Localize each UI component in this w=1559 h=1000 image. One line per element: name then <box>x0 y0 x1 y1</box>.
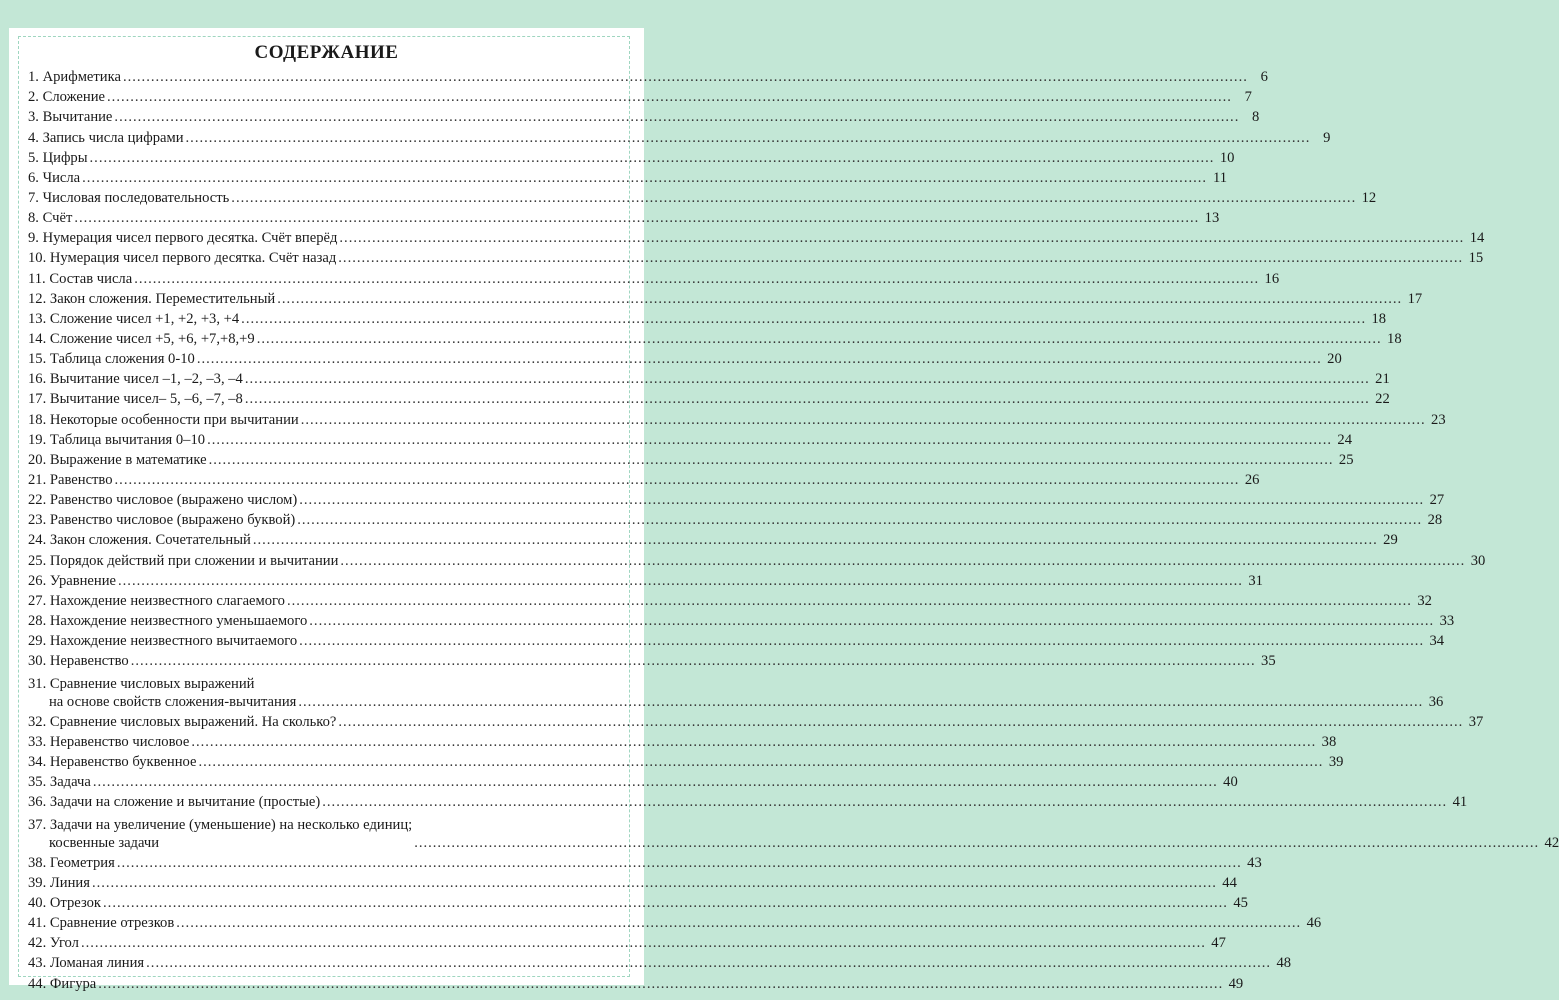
toc-entry-page: 9 <box>1323 129 1331 146</box>
toc-entry-page: 21 <box>1375 371 1390 388</box>
toc-entry-label-line1: 39. Линия <box>28 874 90 891</box>
toc-entry <box>28 126 1331 146</box>
toc-leader-dots: .................................................................................................................................................................................................................................................. <box>114 109 1240 126</box>
toc-entry-label-line1: 16. Вычитание чисел –1, –2, –3, –4 <box>28 371 243 388</box>
toc-leader-dots: .................................................................................................................................................................................................................................................. <box>114 471 1240 488</box>
toc-entry <box>28 872 1237 892</box>
toc-entry-label <box>28 169 80 187</box>
toc-entry <box>28 952 1292 972</box>
toc-entry-label <box>28 975 96 993</box>
toc-entry-label-line1: 10. Нумерация чисел первого десятка. Счёт назад <box>28 250 337 267</box>
toc-entry-label-line1: 8. Счёт <box>28 210 73 227</box>
toc-entry <box>28 147 1235 167</box>
toc-entry <box>28 791 1468 811</box>
toc-entry <box>28 227 1485 247</box>
toc-entry-page: 11 <box>1213 169 1228 186</box>
toc-leader-dots: .................................................................................................................................................................................................................................................. <box>339 230 1465 247</box>
toc-entry-label-line1: 27. Нахождение неизвестного слагаемого <box>28 592 285 609</box>
toc-entry-label <box>28 874 90 892</box>
toc-entry-label-line1: 22. Равенство числовое (выражено числом) <box>28 492 298 509</box>
toc-leader-dots: .................................................................................................................................................................................................................................................. <box>116 854 1242 871</box>
toc-leader-dots: .................................................................................................................................................................................................................................................. <box>256 330 1382 347</box>
toc-entry-page: 24 <box>1337 431 1352 448</box>
toc-leader-dots: .................................................................................................................................................................................................................................................. <box>80 935 1206 952</box>
toc-leader-dots: .................................................................................................................................................................................................................................................. <box>107 89 1232 106</box>
toc-entry-label-line1: 42. Угол <box>28 935 79 952</box>
toc-entry <box>28 711 1484 731</box>
toc-entry-label-line1: 9. Нумерация чисел первого десятка. Счёт вперёд <box>28 230 338 247</box>
toc-entry-label <box>28 330 255 348</box>
toc-entry-label-line1: 41. Сравнение отрезков <box>28 915 175 932</box>
toc-entry-page: 44 <box>1222 874 1237 891</box>
toc-entry <box>28 187 1377 207</box>
toc-entry-label-line1: 44. Фигура <box>28 975 97 992</box>
toc-leader-dots: .................................................................................................................................................................................................................................................. <box>299 492 1425 509</box>
toc-entry-page: 30 <box>1470 552 1486 569</box>
toc-entry-label <box>28 149 88 167</box>
toc-entry-page: 41 <box>1452 794 1468 811</box>
toc-entry-label <box>28 209 72 227</box>
toc-leader-dots: .................................................................................................................................................................................................................................................. <box>322 794 1448 811</box>
toc-entry-page: 32 <box>1417 592 1432 609</box>
toc-leader-dots: .................................................................................................................................................................................................................................................. <box>198 753 1324 770</box>
toc-entry-page: 10 <box>1219 149 1235 166</box>
toc-entry <box>28 388 1390 408</box>
toc-entry <box>28 106 1260 126</box>
toc-leader-dots: .................................................................................................................................................................................................................................................. <box>340 552 1466 569</box>
toc-leader-dots: .................................................................................................................................................................................................................................................. <box>277 290 1403 307</box>
toc-entry-label <box>28 612 307 630</box>
toc-entry-label <box>28 914 174 932</box>
toc-entry <box>28 751 1344 771</box>
toc-entry <box>28 288 1423 308</box>
toc-entry <box>28 771 1238 791</box>
toc-entry-label <box>28 108 112 126</box>
toc-entry-label-line1: 37. Задачи на увеличение (уменьшение) на несколько единиц; <box>28 816 413 833</box>
toc-leader-dots: .................................................................................................................................................................................................................................................. <box>98 975 1224 992</box>
toc-entry <box>28 630 1445 650</box>
toc-entry-label <box>28 88 105 106</box>
toc-entry-label-line1: 15. Таблица сложения 0-10 <box>28 351 195 368</box>
toc-leader-dots: .................................................................................................................................................................................................................................................. <box>207 431 1332 448</box>
toc-entry-page: 26 <box>1244 471 1260 488</box>
toc-entry-label-line1: 40. Отрезок <box>28 894 102 911</box>
toc-entry-label <box>28 632 297 650</box>
toc-entry-label-line1: 24. Закон сложения. Сочетательный <box>28 532 251 549</box>
toc-leader-dots: .................................................................................................................................................................................................................................................. <box>134 270 1260 287</box>
toc-entry-page: 48 <box>1276 955 1292 972</box>
toc-entry <box>28 912 1322 932</box>
toc-leader-dots: .................................................................................................................................................................................................................................................. <box>146 955 1272 972</box>
toc-entry-label-line1: 26. Уравнение <box>28 572 116 589</box>
toc-entry-page: 18 <box>1371 310 1387 327</box>
toc-entry <box>28 509 1443 529</box>
toc-entry <box>28 731 1337 751</box>
toc-entry-page: 42 <box>1544 834 1559 851</box>
toc-entry-page: 37 <box>1468 713 1484 730</box>
toc-entry-label <box>28 894 101 912</box>
toc-entry-label <box>28 854 115 872</box>
toc-entry <box>28 932 1226 952</box>
toc-entry-page: 15 <box>1468 250 1484 267</box>
toc-entry <box>28 66 1268 86</box>
toc-entry <box>28 469 1260 489</box>
toc-entry <box>28 408 1446 428</box>
toc-entry-label <box>28 773 91 791</box>
toc-leader-dots: .................................................................................................................................................................................................................................................. <box>244 391 1370 408</box>
toc-entry <box>28 247 1484 267</box>
toc-entry-label-line1: 29. Нахождение неизвестного вычитаемого <box>28 633 298 650</box>
toc-entry-page: 18 <box>1387 330 1402 347</box>
toc-entry-label <box>28 491 297 509</box>
toc-entry-page: 23 <box>1431 411 1446 428</box>
toc-entry-label-line1: 7. Числовая последовательность <box>28 189 230 206</box>
toc-entry-label <box>28 652 129 670</box>
toc-leader-dots: .................................................................................................................................................................................................................................................. <box>299 633 1425 650</box>
toc-entry <box>28 590 1432 610</box>
toc-entry-label-line1: 3. Вычитание <box>28 109 113 126</box>
toc-leader-dots: .................................................................................................................................................................................................................................................. <box>89 149 1215 166</box>
toc-entry-label <box>28 350 195 368</box>
toc-entry <box>28 570 1263 590</box>
toc-entry-label-line1: 21. Равенство <box>28 471 113 488</box>
toc-leader-dots: .................................................................................................................................................................................................................................................. <box>286 592 1412 609</box>
toc-entry-label <box>28 713 336 731</box>
toc-entry-label <box>28 552 338 570</box>
toc-leader-dots: .................................................................................................................................................................................................................................................. <box>191 733 1317 750</box>
toc-entry-label-line1: 14. Сложение чисел +5, +6, +7,+8,+9 <box>28 330 255 347</box>
toc-entry-page: 25 <box>1338 451 1354 468</box>
toc-leader-dots: .................................................................................................................................................................................................................................................. <box>92 774 1218 791</box>
toc-entry <box>28 86 1252 106</box>
toc-entry-page: 22 <box>1375 391 1390 408</box>
toc-entry <box>28 328 1402 348</box>
toc-entry-label <box>28 310 239 328</box>
toc-entry-label <box>28 229 337 247</box>
toc-entry-page: 20 <box>1327 351 1342 368</box>
toc-entry-page: 16 <box>1264 270 1280 287</box>
toc-leader-dots: .................................................................................................................................................................................................................................................. <box>176 915 1302 932</box>
toc-entry <box>28 811 1559 851</box>
toc-entry-label <box>28 451 207 469</box>
toc-entry-page: 6 <box>1260 69 1268 86</box>
toc-entry-label-line1: 32. Сравнение числовых выражений. На сколько? <box>28 713 337 730</box>
toc-leader-dots: .................................................................................................................................................................................................................................................. <box>300 411 1426 428</box>
toc-leader-dots: .................................................................................................................................................................................................................................................. <box>241 310 1367 327</box>
toc-leader-dots: .................................................................................................................................................................................................................................................. <box>309 612 1435 629</box>
toc-entry-label <box>28 390 243 408</box>
toc-entry-page: 34 <box>1429 633 1445 650</box>
toc-entry-label <box>28 793 320 811</box>
toc-entry-label <box>28 511 295 529</box>
toc-entry-page: 39 <box>1328 753 1344 770</box>
toc-entry-label <box>28 954 144 972</box>
toc-entry-label-line1: 20. Выражение в математике <box>28 451 207 468</box>
toc-entry <box>28 207 1220 227</box>
toc-entry-page: 35 <box>1261 653 1276 670</box>
toc-entry-label-line1: 33. Неравенство числовое <box>28 733 190 750</box>
toc-entry <box>28 267 1280 287</box>
toc-entry-label <box>28 733 189 751</box>
toc-entry-page: 31 <box>1248 572 1263 589</box>
toc-entry-label-line1: 2. Сложение <box>28 89 106 106</box>
toc-entry-label-line1: 35. Задача <box>28 774 91 791</box>
toc-leader-dots: .................................................................................................................................................................................................................................................. <box>103 894 1228 911</box>
toc-entry-label-line1: 28. Нахождение неизвестного уменьшаемого <box>28 612 308 629</box>
toc-entry-label-line1: 5. Цифры <box>28 149 88 166</box>
toc-entry-label <box>28 675 296 711</box>
toc-entry-label-line1: 12. Закон сложения. Переместительный <box>28 290 276 307</box>
toc-entry-label <box>28 290 275 308</box>
toc-entry-page: 8 <box>1252 109 1260 126</box>
toc-entry-label-line1: 17. Вычитание чисел– 5, –6, –7, –8 <box>28 391 243 408</box>
toc-entry-page: 49 <box>1228 975 1244 992</box>
toc-leader-dots: .................................................................................................................................................................................................................................................. <box>208 451 1334 468</box>
toc-entry <box>28 449 1354 469</box>
toc-leader-dots: .................................................................................................................................................................................................................................................. <box>414 834 1540 851</box>
toc-leader-dots: .................................................................................................................................................................................................................................................. <box>122 69 1248 86</box>
toc-entry-label-line1: 38. Геометрия <box>28 854 115 871</box>
toc-leader-dots: .................................................................................................................................................................................................................................................. <box>252 532 1378 549</box>
toc-entry-label <box>28 816 412 852</box>
toc-entry-label-line1: 11. Состав числа <box>28 270 133 287</box>
toc-entry-label-line1: 25. Порядок действий при сложении и вычитании <box>28 552 339 569</box>
toc-entry <box>28 852 1262 872</box>
toc-entry-label <box>28 270 132 288</box>
toc-entry-label-line1: 19. Таблица вычитания 0–10 <box>28 431 206 448</box>
toc-entry-page: 13 <box>1204 210 1220 227</box>
toc-leader-dots: .................................................................................................................................................................................................................................................. <box>196 351 1322 368</box>
toc-leader-dots: .................................................................................................................................................................................................................................................. <box>82 169 1208 186</box>
toc-leader-dots: .................................................................................................................................................................................................................................................. <box>244 371 1370 388</box>
toc-entry-page: 28 <box>1427 512 1443 529</box>
toc-entry-label-line1: 30. Неравенство <box>28 653 129 670</box>
toc-entry-label-line2: косвенные задачи <box>49 834 160 851</box>
toc-entry <box>28 650 1276 670</box>
toc-entry-label <box>28 531 251 549</box>
toc-entry-page: 47 <box>1211 935 1226 952</box>
document-page <box>9 28 1559 992</box>
toc-entry-page: 40 <box>1223 774 1238 791</box>
toc-entry <box>28 489 1445 509</box>
toc-entry <box>28 167 1228 187</box>
toc-leader-dots: .................................................................................................................................................................................................................................................. <box>338 713 1464 730</box>
toc-entry <box>28 308 1387 328</box>
toc-entry-label <box>28 411 299 429</box>
toc-entry-label <box>28 753 196 771</box>
toc-entry-page: 29 <box>1383 532 1398 549</box>
toc-entry-label-line1: 43. Ломаная линия <box>28 955 145 972</box>
toc-entry-label-line1: 36. Задачи на сложение и вычитание (простые) <box>28 794 321 811</box>
toc-leader-dots: .................................................................................................................................................................................................................................................. <box>298 693 1424 710</box>
toc-entry-label-line1: 13. Сложение чисел +1, +2, +3, +4 <box>28 310 240 327</box>
toc-entry <box>28 348 1342 368</box>
page-title: СОДЕРЖАНИЕ <box>254 42 399 63</box>
toc-entry-label-line1: 18. Некоторые особенности при вычитании <box>28 411 299 428</box>
toc-entry-label-line1: 4. Запись числа цифрами <box>28 129 184 146</box>
toc-entry-page: 43 <box>1247 854 1262 871</box>
toc-entry <box>28 529 1398 549</box>
toc-entry-label-line1: 6. Числа <box>28 169 81 186</box>
toc-entry <box>28 670 1444 710</box>
toc-leader-dots: .................................................................................................................................................................................................................................................. <box>231 189 1357 206</box>
toc-entry-label-line1: 23. Равенство числовое (выражено буквой) <box>28 512 296 529</box>
toc-leader-dots: .................................................................................................................................................................................................................................................. <box>118 572 1243 589</box>
toc-entry-page: 27 <box>1429 492 1445 509</box>
toc-leader-dots: .................................................................................................................................................................................................................................................. <box>74 210 1200 227</box>
toc-leader-dots: .................................................................................................................................................................................................................................................. <box>297 512 1423 529</box>
toc-entry-label-line2: на основе свойств сложения-вычитания <box>49 693 297 710</box>
toc-entry-label <box>28 431 205 449</box>
toc-entry-page: 38 <box>1321 733 1337 750</box>
toc-leader-dots: .................................................................................................................................................................................................................................................. <box>185 129 1311 146</box>
toc-entry-label <box>28 68 121 86</box>
toc-entry <box>28 972 1244 992</box>
toc-entry-label <box>28 370 243 388</box>
toc-entry-label <box>28 189 229 207</box>
toc-leader-dots: .................................................................................................................................................................................................................................................. <box>91 874 1217 891</box>
toc-entry-label <box>28 572 116 590</box>
toc-entry-page: 46 <box>1306 915 1322 932</box>
toc-entry-label-line1: 31. Сравнение числовых выражений <box>28 675 255 692</box>
toc-entry-label <box>28 934 79 952</box>
toc-entry-label <box>28 129 184 147</box>
toc-entry-label <box>28 592 285 610</box>
toc-entry <box>28 549 1486 569</box>
toc-leader-dots: .................................................................................................................................................................................................................................................. <box>338 250 1464 267</box>
toc-entry-label <box>28 249 336 267</box>
toc-entry <box>28 610 1455 630</box>
toc-entry <box>28 892 1248 912</box>
toc-entry-page: 14 <box>1469 230 1485 247</box>
toc-entry-label <box>28 471 113 489</box>
toc-entry <box>28 368 1390 388</box>
toc-entry-page: 12 <box>1361 189 1377 206</box>
toc-entry-label-line1: 1. Арифметика <box>28 69 121 86</box>
toc-entry-page: 7 <box>1244 89 1252 106</box>
table-of-contents <box>28 66 1559 993</box>
toc-entry-page: 36 <box>1428 693 1444 710</box>
toc-entry-page: 17 <box>1407 290 1423 307</box>
toc-entry-page: 33 <box>1439 612 1455 629</box>
toc-entry-label-line1: 34. Неравенство буквенное <box>28 753 197 770</box>
toc-entry <box>28 429 1352 449</box>
toc-leader-dots: .................................................................................................................................................................................................................................................. <box>130 653 1256 670</box>
toc-entry-page: 45 <box>1233 894 1248 911</box>
